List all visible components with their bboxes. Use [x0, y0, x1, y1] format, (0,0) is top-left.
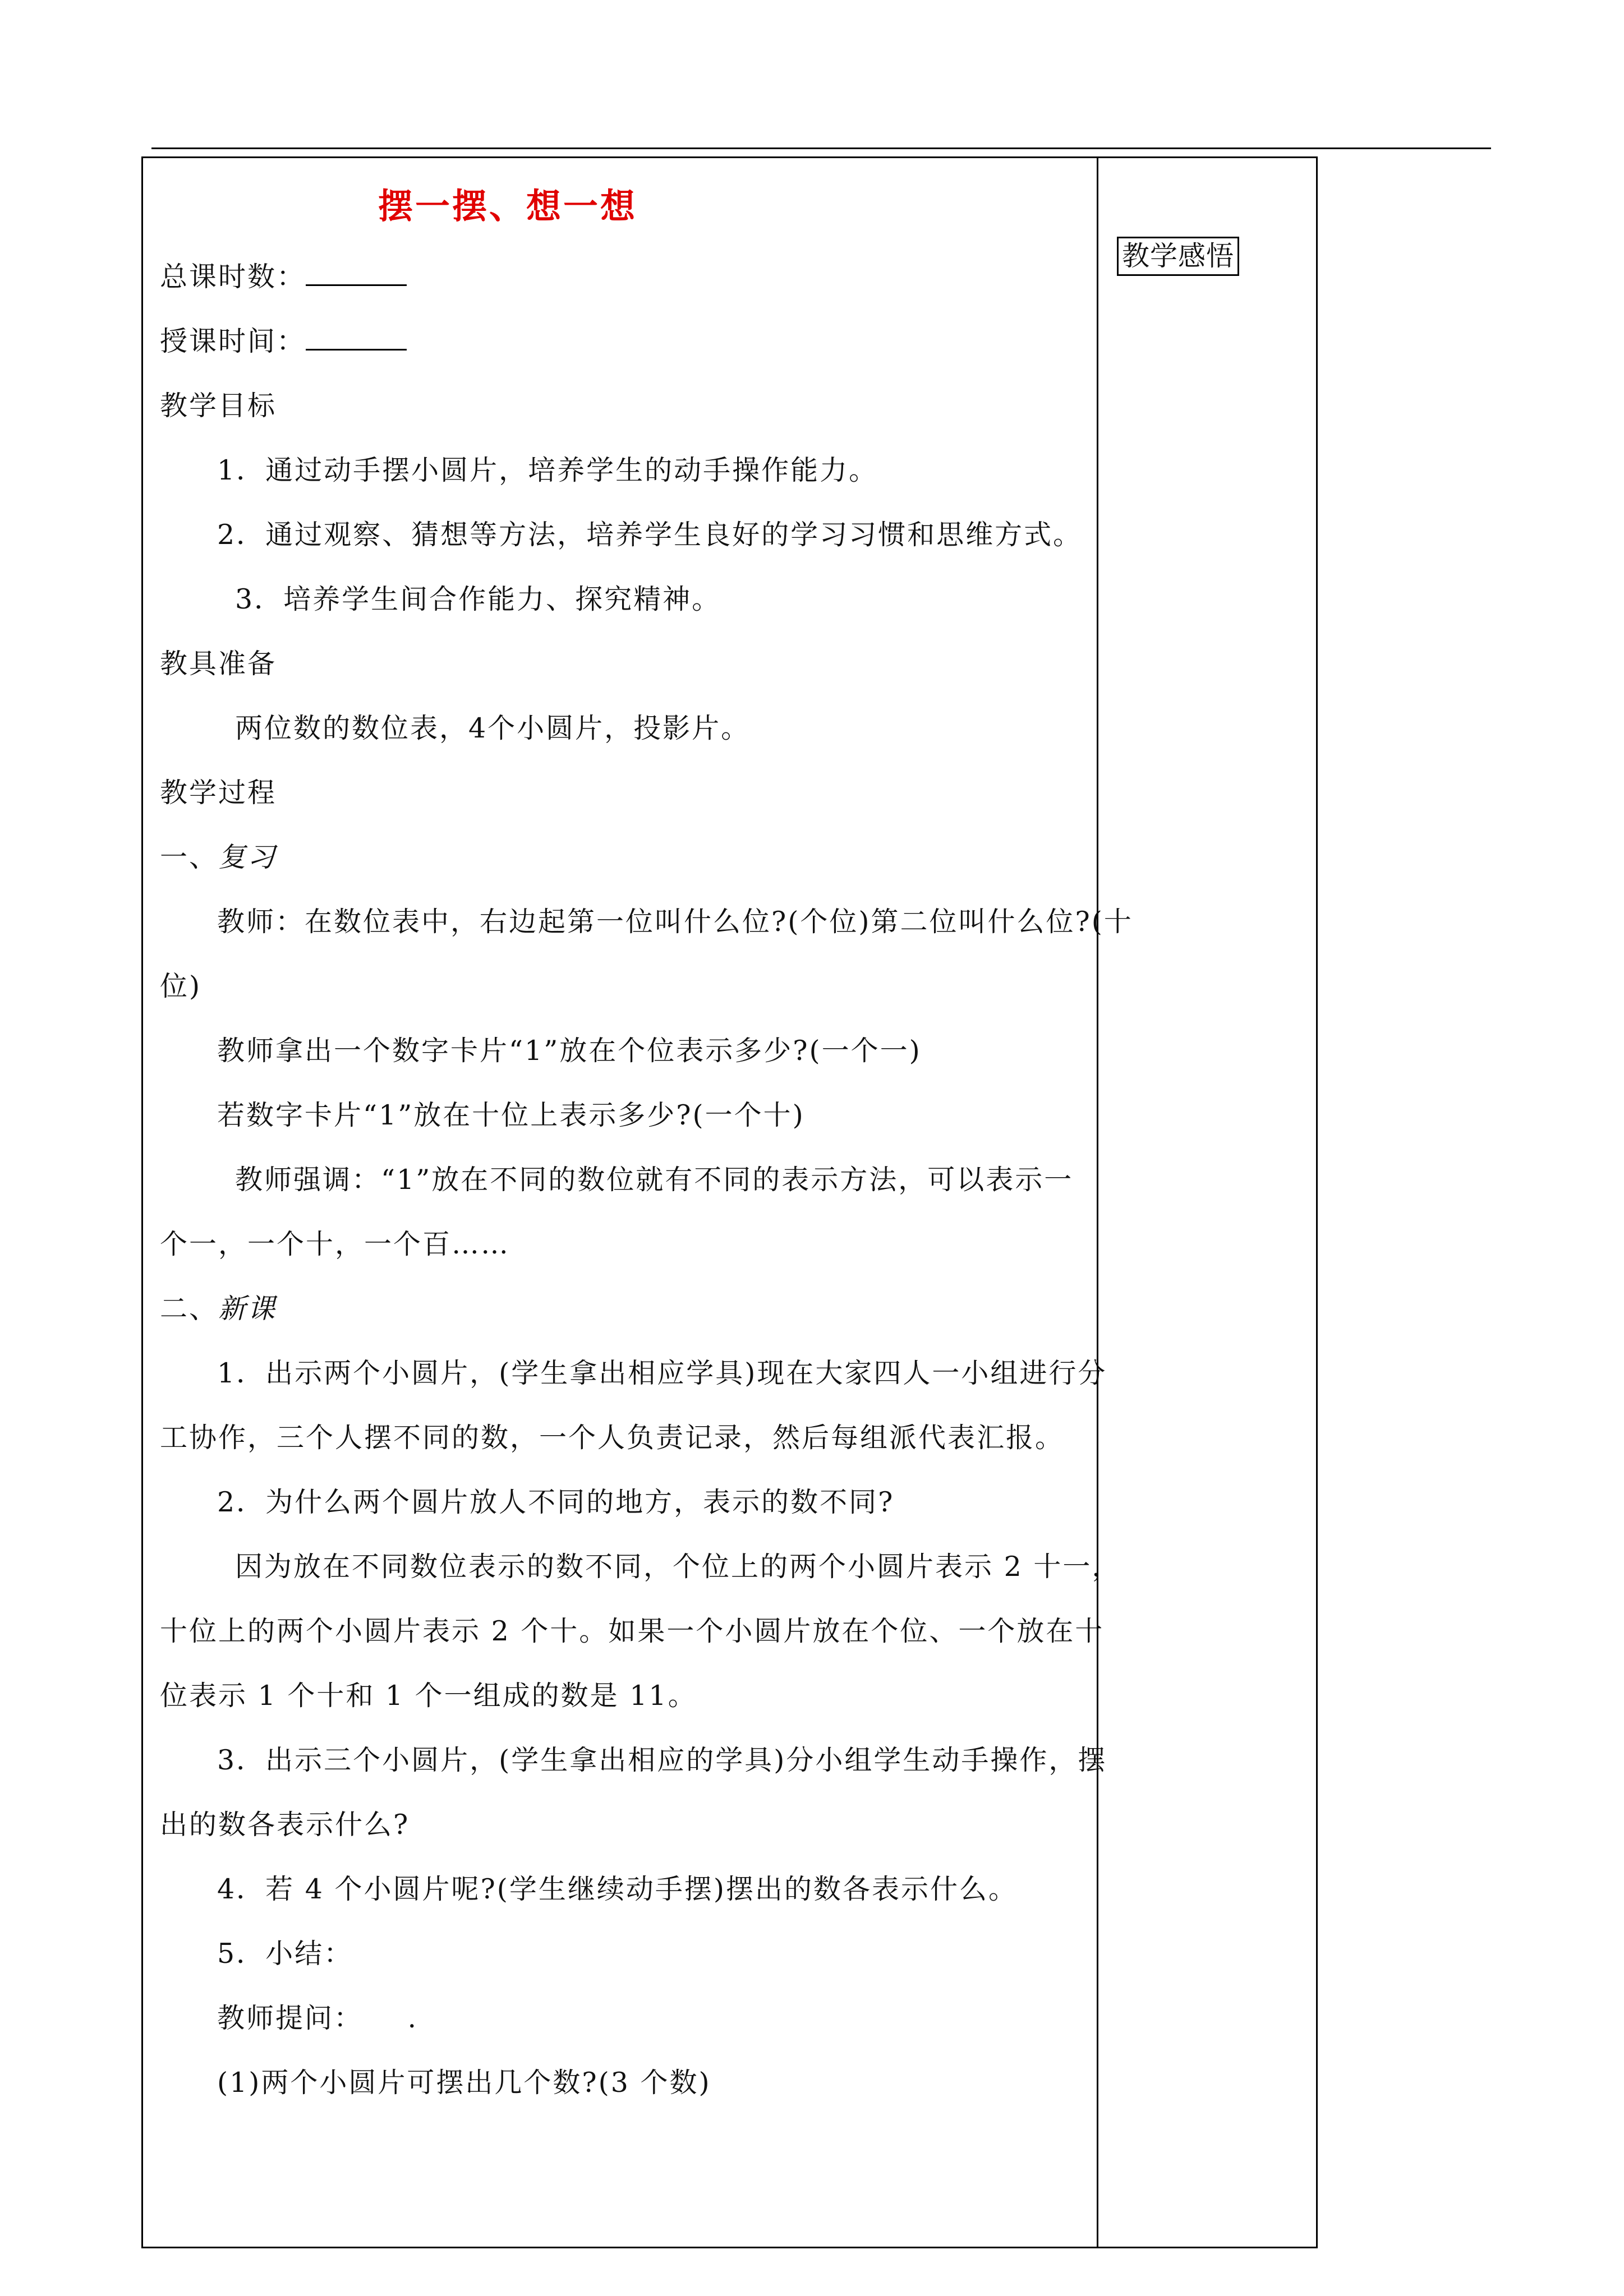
section-2-title: 新课: [218, 1293, 277, 1325]
section-1-heading: [160, 840, 277, 875]
review-paragraph-3: 若数字卡片“1”放在十位上表示多少?(一个十): [217, 1099, 805, 1131]
review-paragraph-4a: 教师强调：“1”放在不同的数位就有不同的表示方法，可以表示一: [235, 1164, 1074, 1196]
review-paragraph-4b: 个一，一个十，一个百……: [160, 1228, 510, 1260]
review-paragraph-2: 教师拿出一个数字卡片“1”放在个位表示多少?(一个一): [217, 1035, 922, 1067]
total-hours-label: 总课时数：: [160, 261, 306, 293]
teach-time-label: 授课时间：: [160, 325, 306, 357]
new-paragraph-8: (1)两个小圆片可摆出几个数?(3 个数): [217, 2067, 711, 2099]
objective-1: 1．通过动手摆小圆片，培养学生的动手操作能力。: [217, 454, 878, 486]
section-2-heading: [160, 1291, 277, 1327]
teach-time-row: [160, 324, 407, 359]
new-paragraph-4b: 出的数各表示什么?: [160, 1809, 410, 1841]
tools-text: 两位数的数位表，4个小圆片，投影片。: [235, 712, 751, 744]
new-paragraph-4a: 3．出示三个小圆片，(学生拿出相应的学具)分小组学生动手操作，摆: [217, 1744, 1107, 1776]
lesson-title: 摆一摆、想一想: [378, 186, 637, 227]
new-paragraph-1a: 1．出示两个小圆片，(学生拿出相应学具)现在大家四人一小组进行分: [217, 1357, 1107, 1389]
new-paragraph-3c: 位表示 1 个十和 1 个一组成的数是 11。: [160, 1680, 697, 1712]
tools-heading: 教具准备: [160, 648, 277, 680]
total-hours-row: [160, 259, 407, 295]
section-2-number: 二、: [160, 1293, 219, 1325]
reflection-label: 教学感悟: [1117, 237, 1239, 276]
new-paragraph-7: 教师提问： .: [217, 2002, 418, 2034]
new-paragraph-6: 5．小结：: [217, 1938, 353, 1970]
new-paragraph-3a: 因为放在不同数位表示的数不同，个位上的两个小圆片表示 2 十一，: [235, 1551, 1121, 1583]
section-1-title: 复习: [218, 841, 277, 873]
total-hours-blank: [306, 262, 407, 286]
review-paragraph-1b: 位): [160, 970, 202, 1002]
objective-2: 2．通过观察、猜想等方法，培养学生良好的学习习惯和思维方式。: [217, 519, 1083, 551]
lesson-content-cell: [141, 156, 1133, 2248]
top-rule: [151, 147, 1491, 149]
review-paragraph-1a: 教师：在数位表中，右边起第一位叫什么位?(个位)第二位叫什么位?(十: [217, 906, 1133, 938]
process-heading: 教学过程: [160, 777, 277, 809]
new-paragraph-3b: 十位上的两个小圆片表示 2 个十。如果一个小圆片放在个位、一个放在十: [160, 1615, 1105, 1647]
section-1-number: 一、: [160, 841, 219, 873]
new-paragraph-1b: 工协作，三个人摆不同的数，一个人负责记录，然后每组派代表汇报。: [160, 1422, 1065, 1454]
reflection-cell: [1097, 156, 1318, 2248]
objectives-heading: 教学目标: [160, 390, 277, 422]
objective-3: 3．培养学生间合作能力、探究精神。: [235, 583, 721, 615]
new-paragraph-2: 2．为什么两个圆片放人不同的地方，表示的数不同?: [217, 1486, 895, 1518]
teach-time-blank: [306, 326, 407, 351]
new-paragraph-5: 4．若 4 个小圆片呢?(学生继续动手摆)摆出的数各表示什么。: [217, 1873, 1018, 1905]
